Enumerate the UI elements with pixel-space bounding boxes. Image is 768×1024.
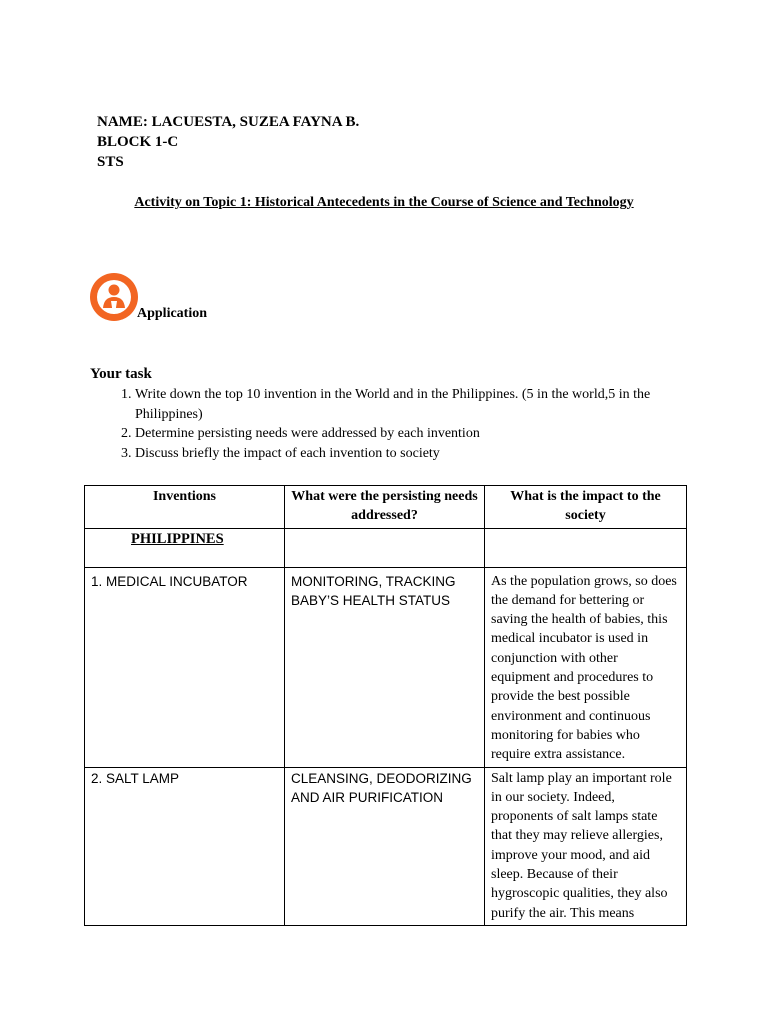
- table-row: [85, 567, 687, 767]
- subject-label: STS: [97, 154, 124, 170]
- header-inventions: Inventions: [85, 486, 285, 529]
- task-heading: Your task: [90, 366, 152, 382]
- section-label: Application: [137, 306, 208, 321]
- person-circle-icon: [89, 272, 139, 322]
- task-item: 2. Determine persisting needs were addressed by each invention: [135, 424, 680, 444]
- task-item: 1. Write down the top 10 invention in the World and in the Philippines. (5 in the world,5 in the Philippines): [135, 385, 680, 424]
- header-needs: What were the persisting needs addressed?: [285, 486, 485, 529]
- need-cell: MONITORING, TRACKING BABY’S HEALTH STATUS: [285, 567, 485, 767]
- group-label-philippines: PHILIPPINES: [85, 528, 285, 567]
- need-cell: CLEANSING, DEODORIZING AND AIR PURIFICATION: [285, 767, 485, 925]
- empty-cell: [485, 528, 687, 567]
- impact-cell: As the population grows, so does the demand for bettering or saving the health of babies, this medical incubator is used in conjunction with other equipment and procedures to provide the best possible environment and continuous monitoring for babies who require extra assistance.: [485, 567, 687, 767]
- invention-cell: 2. SALT LAMP: [85, 767, 285, 925]
- impact-cell: Salt lamp play an important role in our society. Indeed, proponents of salt lamps state that they may relieve allergies, improve your mood, and aid sleep. Because of their hygroscopic qualities, they also purify the air. This means: [485, 767, 687, 925]
- student-name: NAME: LACUESTA, SUZEA FAYNA B.: [97, 114, 360, 130]
- table-header-row: [85, 486, 687, 529]
- header-impact: What is the impact to the society: [485, 486, 687, 529]
- student-info: [97, 112, 359, 172]
- invention-cell: 1. MEDICAL INCUBATOR: [85, 567, 285, 767]
- empty-cell: [285, 528, 485, 567]
- task-item: 3. Discuss briefly the impact of each invention to society: [135, 444, 680, 464]
- table-row: [85, 767, 687, 925]
- activity-title: Activity on Topic 1: Historical Antecedents in the Course of Science and Technology: [134, 195, 634, 210]
- student-block: BLOCK 1-C: [97, 134, 179, 150]
- inventions-table: [84, 485, 687, 926]
- group-row: [85, 528, 687, 567]
- task-list: [90, 385, 680, 463]
